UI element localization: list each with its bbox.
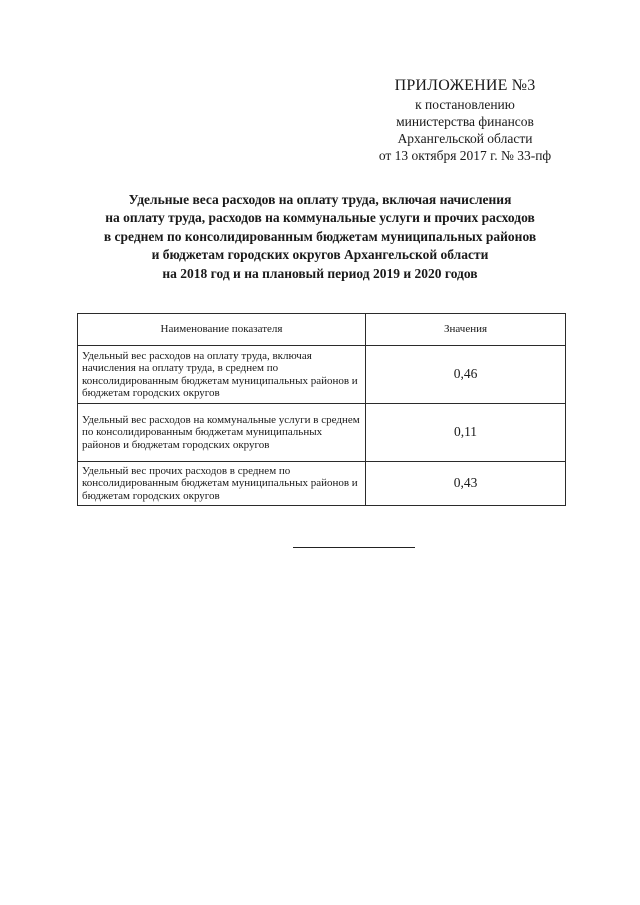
table-row: [78, 404, 566, 462]
table-row: [78, 346, 566, 404]
title-line-4: и бюджетам городских округов Архангельской области: [151, 247, 489, 263]
title-line-2: на оплату труда, расходов на коммунальные услуги и прочих расходов: [105, 210, 535, 226]
indicator-name-labor: Удельный вес расходов на оплату труда, включая начисления на оплату труда, в среднем по консолидированным бюджетам муниципальных районов и бюджетам городских округов: [78, 346, 366, 404]
appendix-line-date-number: от 13 октября 2017 г. № 33-пф: [378, 148, 552, 163]
table-header-row: [78, 314, 566, 346]
appendix-heading: ПРИЛОЖЕНИЕ №3: [394, 77, 536, 94]
document-title: [60, 191, 580, 283]
title-line-1: Удельные веса расходов на оплату труда, включая начисления: [128, 192, 512, 207]
indicator-name-utilities: Удельный вес расходов на коммунальные услуги в среднем по консолидированным бюджетам муниципальных районов и бюджетам городских округов: [78, 404, 366, 462]
indicator-value-utilities: 0,11: [366, 404, 566, 462]
appendix-line-ministry: министерства финансов: [396, 114, 534, 129]
table-row: [78, 462, 566, 506]
title-line-5: на 2018 год и на плановый период 2019 и 2020 годов: [162, 265, 478, 281]
appendix-line-region: Архангельской области: [397, 131, 533, 146]
indicator-name-other: Удельный вес прочих расходов в среднем по консолидированным бюджетам муниципальных районов и бюджетам городских округов: [78, 462, 366, 506]
title-line-3: в среднем по консолидированным бюджетам муниципальных районов: [103, 228, 537, 244]
appendix-line-resolution: к постановлению: [415, 97, 515, 112]
header-indicator-name: Наименование показателя: [78, 314, 366, 346]
closing-rule-divider: [293, 547, 415, 548]
indicator-value-labor: 0,46: [366, 346, 566, 404]
indicator-value-other: 0,43: [366, 462, 566, 506]
header-values: Значения: [366, 314, 566, 346]
indicators-table: [77, 313, 566, 506]
appendix-block: [350, 76, 580, 164]
